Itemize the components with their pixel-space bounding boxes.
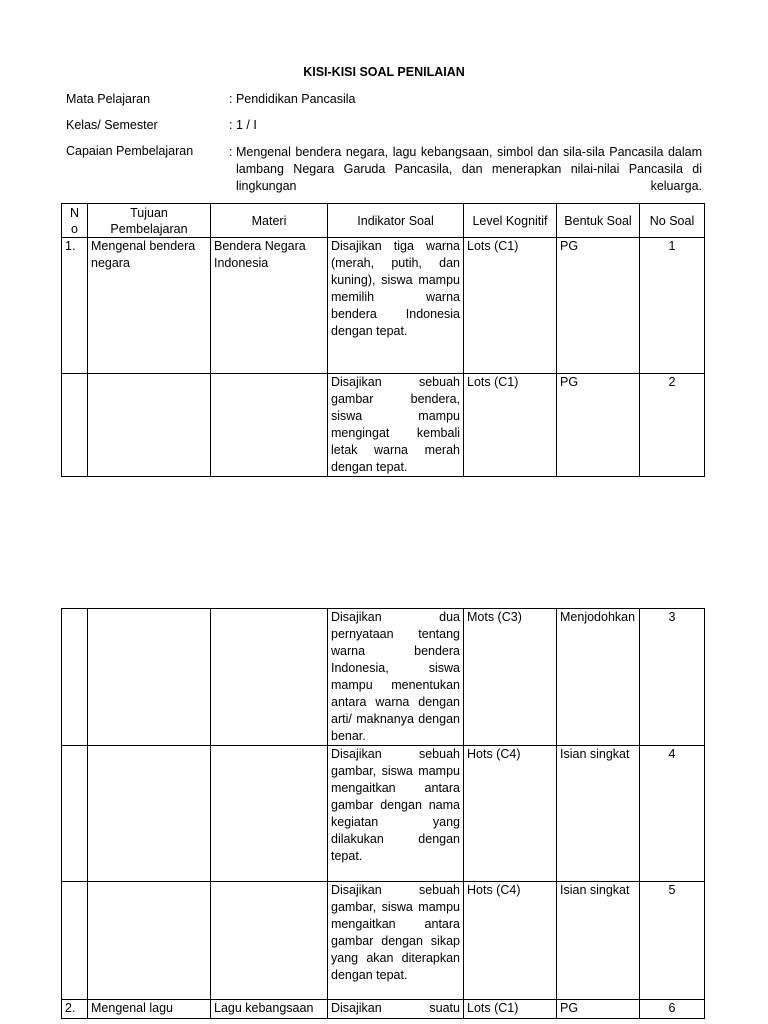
cell-indikator — [328, 1000, 464, 1019]
cell-indikator: Disajikan sebuah gambar, siswa mampu mengaitkan antara gambar dengan sikap yang akan diterapkan dengan tepat. — [328, 882, 464, 1000]
cell-bentuk: PG — [557, 238, 640, 374]
header-level: Level Kognitif — [464, 204, 557, 238]
subject-value: : Pendidikan Pancasila — [229, 92, 356, 106]
table-row — [62, 374, 705, 477]
cell-materi: Bendera Negara Indonesia — [211, 238, 328, 374]
header-bentuk: Bentuk Soal — [557, 204, 640, 238]
cell-level: Lots (C1) — [464, 1000, 557, 1019]
cell-no: 1. — [62, 238, 88, 374]
indikator-word-2: suatu — [429, 1001, 460, 1015]
cp-label: Capaian Pembelajaran — [66, 144, 194, 158]
cell-no — [62, 882, 88, 1000]
cp-colon: : — [229, 145, 233, 159]
cell-materi — [211, 746, 328, 882]
class-label: Kelas/ Semester — [66, 118, 158, 132]
cell-tujuan: Mengenal lagu — [88, 1000, 211, 1019]
cell-indikator-text — [331, 1000, 460, 1017]
cell-tujuan — [88, 746, 211, 882]
cell-tujuan: Mengenal bendera negara — [88, 238, 211, 374]
header-indikator: Indikator Soal — [328, 204, 464, 238]
table-header-row — [62, 204, 705, 238]
grid-table-top — [61, 203, 705, 477]
cell-indikator: Disajikan sebuah gambar bendera, siswa mampu mengingat kembali letak warna merah dengan tepat. — [328, 374, 464, 477]
cell-level: Hots (C4) — [464, 882, 557, 1000]
cell-materi — [211, 882, 328, 1000]
cell-indikator: Disajikan dua pernyataan tentang warna bendera Indonesia, siswa mampu menentukan antara warna dengan arti/ maknanya dengan benar. — [328, 609, 464, 746]
cp-value: Mengenal bendera negara, lagu kebangsaan, simbol dan sila-sila Pancasila dalam lambang Negara Garuda Pancasila, dan menerapkan nilai-nilai Pancasila di lingkungan keluarga. — [236, 145, 702, 193]
cp-value-block — [229, 144, 702, 212]
cell-bentuk: Isian singkat — [557, 882, 640, 1000]
cell-no-soal: 1 — [640, 238, 705, 374]
cell-tujuan — [88, 609, 211, 746]
cell-no-soal: 4 — [640, 746, 705, 882]
cell-no — [62, 374, 88, 477]
header-no-soal: No Soal — [640, 204, 705, 238]
cell-materi — [211, 374, 328, 477]
header-materi: Materi — [211, 204, 328, 238]
cell-bentuk: Menjodohkan — [557, 609, 640, 746]
cell-no-soal: 6 — [640, 1000, 705, 1019]
cell-level: Mots (C3) — [464, 609, 557, 746]
cell-no-soal: 5 — [640, 882, 705, 1000]
cell-bentuk: Isian singkat — [557, 746, 640, 882]
cell-bentuk: PG — [557, 374, 640, 477]
subject-label: Mata Pelajaran — [66, 92, 151, 106]
header-no: N o — [62, 204, 88, 238]
cell-level: Lots (C1) — [464, 238, 557, 374]
cell-level: Lots (C1) — [464, 374, 557, 477]
cell-no — [62, 746, 88, 882]
cell-materi — [211, 609, 328, 746]
cell-no: 2. — [62, 1000, 88, 1019]
cell-tujuan — [88, 882, 211, 1000]
cell-materi: Lagu kebangsaan — [211, 1000, 328, 1019]
grid-table-bottom — [61, 608, 705, 1019]
cell-no-soal: 3 — [640, 609, 705, 746]
cell-level: Hots (C4) — [464, 746, 557, 882]
indikator-word-1: Disajikan — [331, 1001, 382, 1015]
cell-indikator: Disajikan tiga warna (merah, putih, dan kuning), siswa mampu memilih warna bendera Indonesia dengan tepat. — [328, 238, 464, 374]
cell-no — [62, 609, 88, 746]
table-row — [62, 1000, 705, 1019]
table-row — [62, 238, 705, 374]
cell-no-soal: 2 — [640, 374, 705, 477]
page-title: KISI-KISI SOAL PENILAIAN — [303, 65, 465, 79]
cell-tujuan — [88, 374, 211, 477]
cell-bentuk: PG — [557, 1000, 640, 1019]
class-value: : 1 / I — [229, 118, 257, 132]
header-tujuan: Tujuan Pembelajaran — [88, 204, 211, 238]
table-row — [62, 746, 705, 882]
table-row — [62, 609, 705, 746]
cell-indikator: Disajikan sebuah gambar, siswa mampu mengaitkan antara gambar dengan nama kegiatan yang dilakukan dengan tepat. — [328, 746, 464, 882]
table-row — [62, 882, 705, 1000]
